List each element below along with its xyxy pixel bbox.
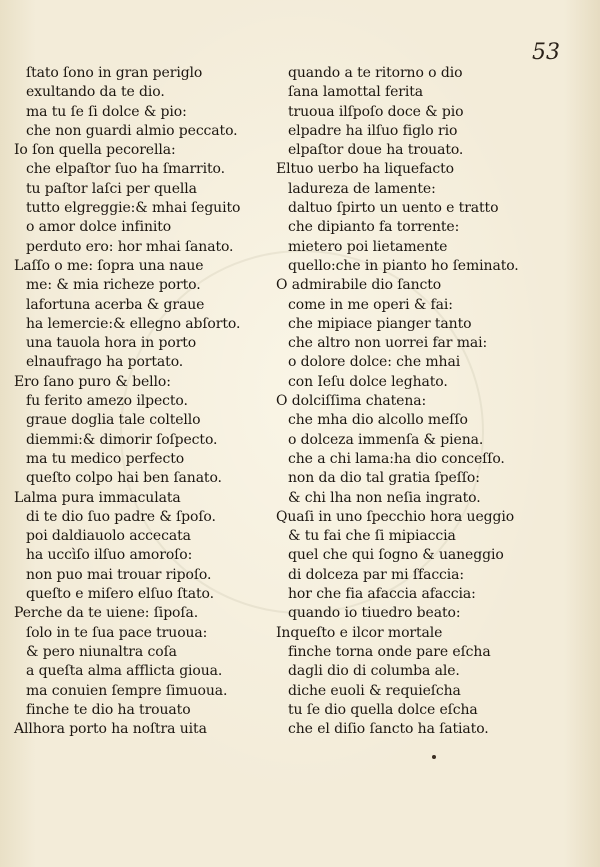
verse-line: me: & mia richeze porto. (26, 277, 201, 294)
verse-line: mietero poi lietamente (288, 238, 448, 255)
verse-line: che elpaſtor ſuo ha ſmarrito. (26, 161, 225, 178)
verse-line: che altro non uorrei far mai: (288, 335, 488, 352)
verse-line: O dolciſſima chatena: (276, 393, 427, 410)
right-column (276, 64, 519, 739)
verse-line: come in me operi & fai: (288, 296, 453, 313)
verse-line: Quaſi in uno ſpecchio hora ueggio (276, 508, 515, 525)
verse-line: finche te dio ha trouato (26, 701, 191, 718)
verse-line: che mha dio alcollo meſſo (288, 412, 468, 429)
verse-line: exultando da te dio. (26, 84, 165, 101)
verse-line: tu paſtor laſci per quella (26, 180, 197, 197)
verse-line: a queſta alma afflicta gioua. (26, 663, 223, 680)
verse-line: diemmi:& dimorir ſoſpecto. (26, 431, 218, 448)
verse-line: & tu fai che ſi mipiaccia (288, 528, 456, 545)
verse-line: che dipianto fa torrente: (288, 219, 460, 236)
verse-line: Inqueſto e ilcor mortale (276, 624, 443, 641)
verse-line: elnaufrago ha portato. (26, 354, 184, 371)
verse-line: ha lemercie:& ellegno abſorto. (26, 315, 241, 332)
ink-dot (432, 755, 436, 759)
verse-line: di te dio ſuo padre & ſpoſo. (26, 508, 216, 525)
verse-line: o amor dolce infinito (26, 219, 172, 236)
verse-line: tutto elgreggie:& mhai ſeguito (26, 200, 241, 217)
verse-line: ma conuien ſempre ſimuoua. (26, 682, 228, 699)
verse-line: o dolore dolce: che mhai (288, 354, 461, 371)
verse-line: truoua ilſpoſo doce & pio (288, 103, 464, 120)
verse-line: ſtato ſono in gran periglo (26, 65, 203, 81)
verse-line: quando a te ritorno o dio (288, 65, 463, 81)
verse-line: non puo mai trouar ripoſo. (26, 566, 212, 583)
verse-line: ſana lamottal ferita (288, 84, 424, 101)
verse-line: che mipiace pianger tanto (288, 315, 472, 332)
verse-line: ladureza de lamente: (288, 180, 436, 197)
verse-line: elpadre ha ilſuo figlo rio (288, 122, 458, 139)
verse-line: o dolceza immenſa & piena. (288, 431, 484, 448)
verse-line: fu ferito amezo ilpecto. (26, 393, 188, 410)
verse-line: elpaſtor doue ha trouato. (288, 142, 464, 159)
verse-line: graue doglia tale coltello (26, 412, 201, 429)
verse-line: ma tu medico perfecto (26, 450, 185, 467)
verse-line: Eltuo uerbo ha liquefacto (276, 161, 455, 178)
verse-line: dagli dio di columba ale. (288, 663, 460, 680)
verse-line: con Ieſu dolce leghato. (288, 373, 448, 390)
verse-line: Laſſo o me: ſopra una naue (14, 257, 204, 274)
verse-line: una tauola hora in porto (26, 335, 197, 352)
left-column (14, 64, 240, 739)
verse-line: ha uccìſo ilſuo amoroſo: (26, 547, 193, 564)
verse-line: che el diſio ſancto ha ſatiato. (288, 721, 489, 738)
verse-line: O admirabile dio ſancto (276, 277, 442, 294)
verse-line: & pero niunaltra coſa (26, 643, 177, 660)
verse-line: Io ſon quella pecorella: (14, 142, 176, 159)
verse-line: che a chi lama:ha dio conceſſo. (288, 450, 505, 467)
verse-line: finche torna onde pare eſcha (288, 643, 491, 660)
verse-line: quando io tiuedro beato: (288, 605, 461, 622)
verse-line: Allhora porto ha noſtra uita (14, 721, 207, 738)
verse-line: & chi lha non neſia ingrato. (288, 489, 481, 506)
verse-line: tu ſe dio quella dolce eſcha (288, 701, 478, 718)
verse-line: poi daldiauolo accecata (26, 528, 191, 545)
verse-line: ſolo in te ſua pace truoua: (26, 624, 208, 641)
verse-line: quel che qui ſogno & uaneggio (288, 547, 504, 564)
verse-line: daltuo ſpirto un uento e tratto (288, 200, 499, 217)
verse-line: queſto e miſero elſuo ſtato. (26, 586, 214, 603)
verse-line: hor che fia afaccia afaccia: (288, 586, 476, 603)
verse-line: ma tu ſe ſi dolce & pio: (26, 103, 187, 120)
verse-line: diche euoli & requieſcha (288, 682, 461, 699)
verse-line: Lalma pura immaculata (14, 489, 181, 506)
verse-line: Ero ſano puro & bello: (14, 373, 171, 390)
verse-line: Perche da te uiene: ſipoſa. (14, 605, 199, 622)
verse-line: perduto ero: hor mhai ſanato. (26, 238, 234, 255)
verse-line: di dolceza par mi ſfaccia: (288, 566, 465, 583)
verse-line: queſto colpo hai ben ſanato. (26, 470, 222, 487)
folio-number: 53 (532, 40, 560, 65)
verse-line: che non guardi almio peccato. (26, 122, 238, 139)
verse-line: quello:che in pianto ho ſeminato. (288, 257, 519, 274)
verse-line: non da dio tal gratia ſpeſſo: (288, 470, 480, 487)
verse-line: lafortuna acerba & graue (26, 296, 205, 313)
